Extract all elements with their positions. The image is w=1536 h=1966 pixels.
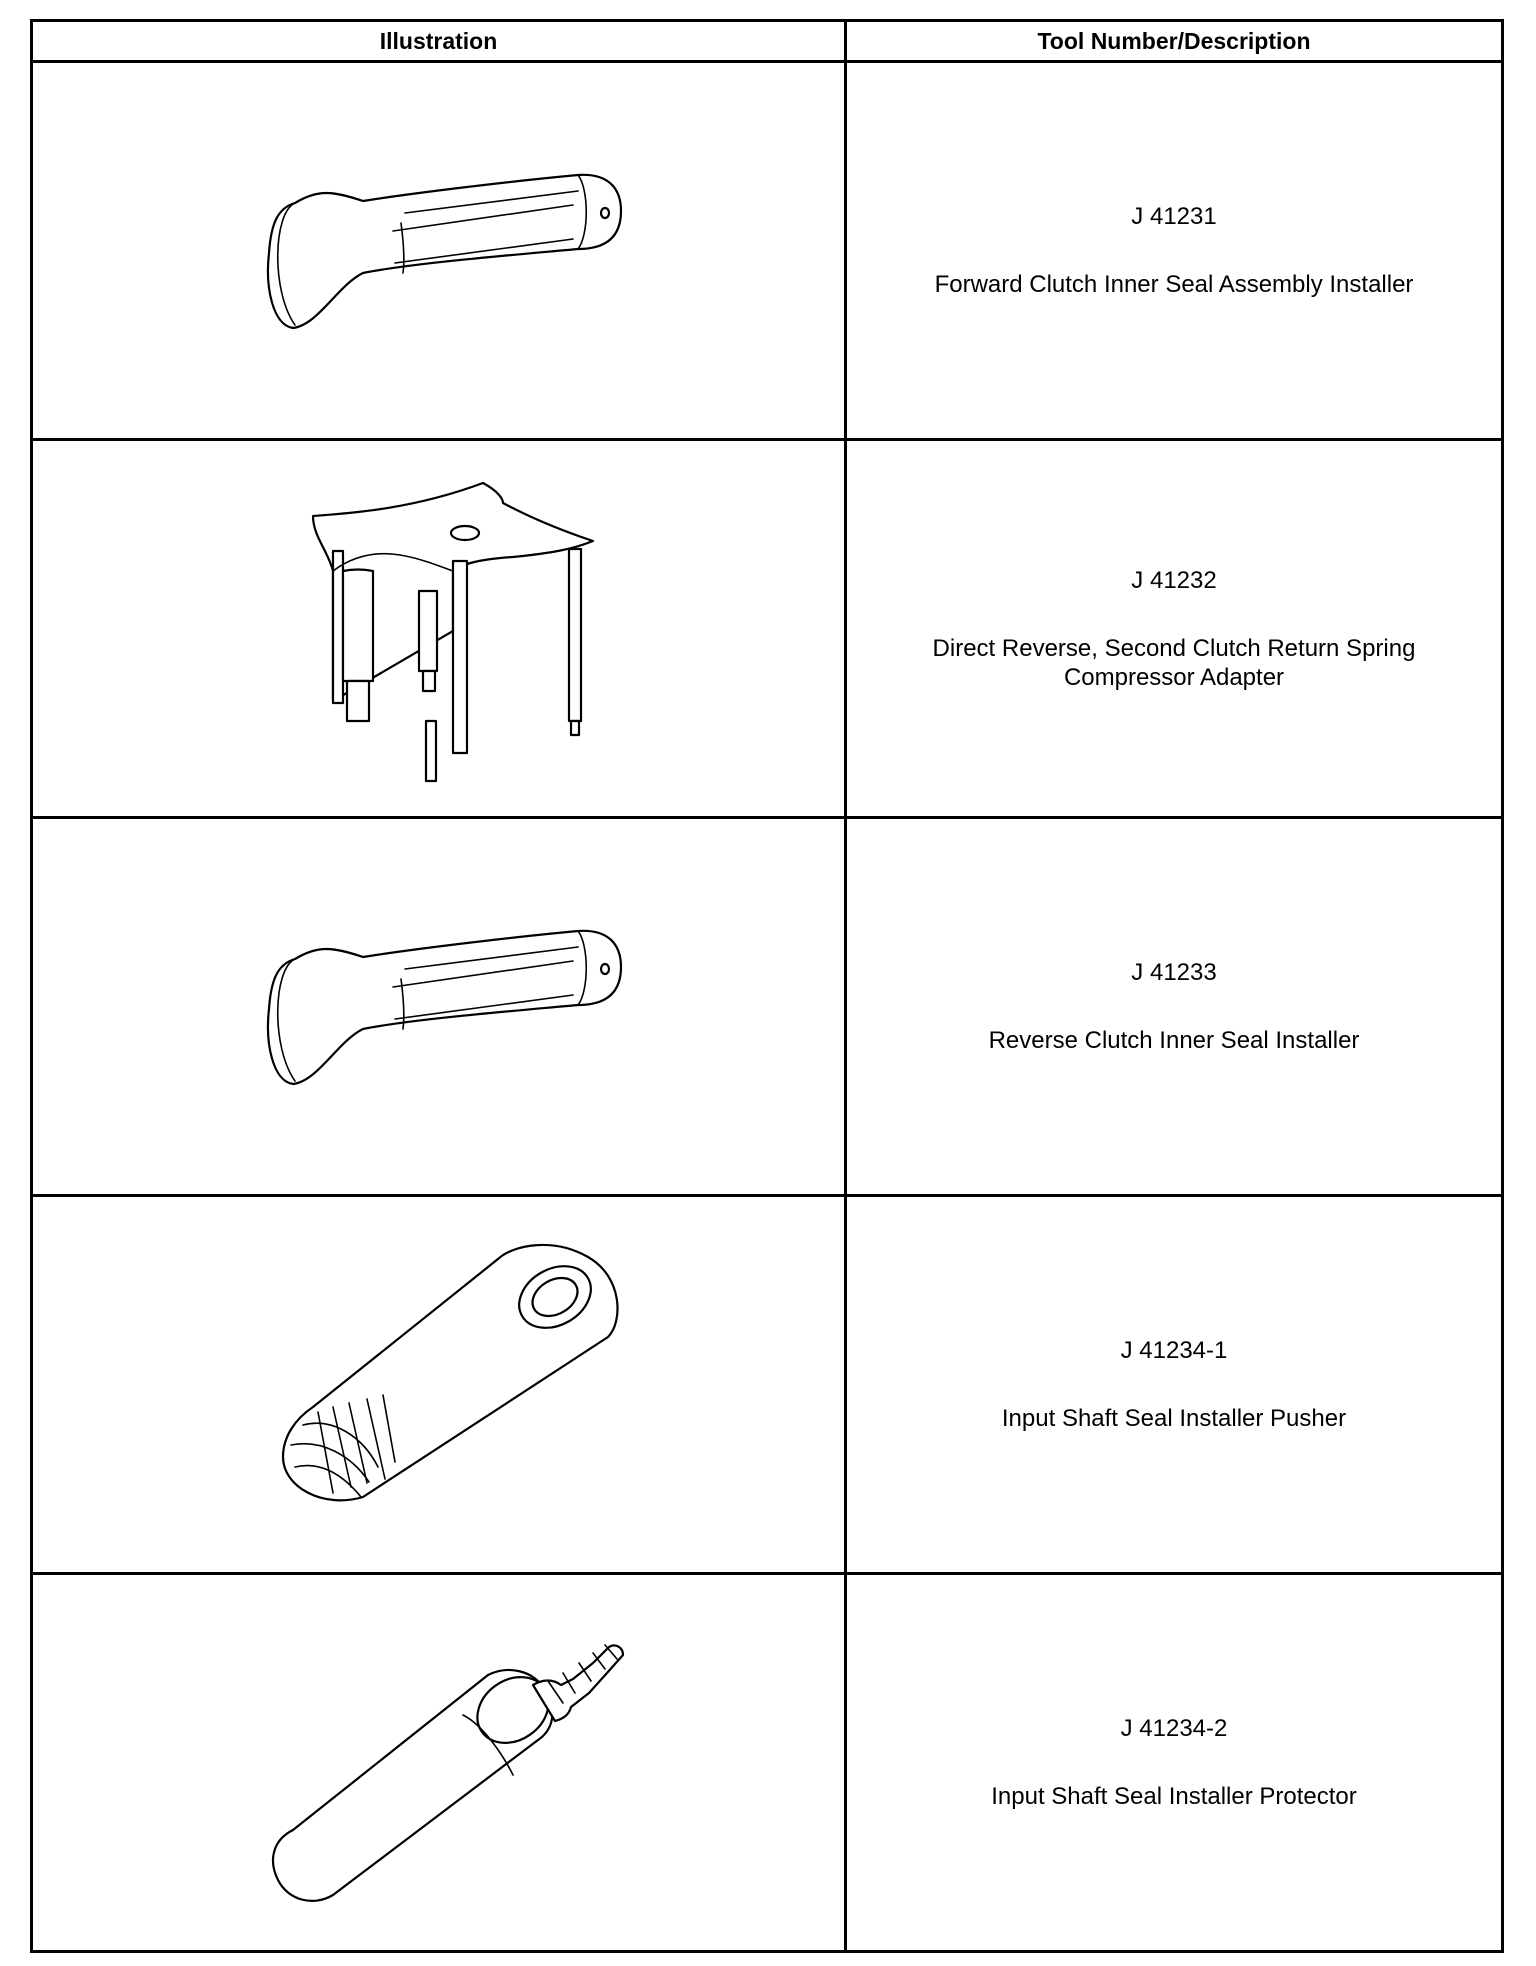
seal-installer-handle-icon	[33, 819, 838, 1194]
illustration-cell	[32, 1196, 846, 1574]
illustration-column-header: Illustration	[32, 21, 846, 62]
tool-number: J 41231	[1131, 203, 1217, 230]
seal-installer-protector-icon	[33, 1575, 838, 1950]
tool-description: Direct Reverse, Second Clutch Return Spring Compressor Adapter	[932, 634, 1416, 691]
spring-compressor-adapter-icon	[33, 441, 838, 816]
seal-installer-handle-icon	[33, 63, 838, 438]
illustration-cell	[32, 440, 846, 818]
tool-number: J 41233	[1131, 959, 1217, 986]
special-tools-table	[30, 19, 1504, 1953]
seal-installer-pusher-icon	[33, 1197, 838, 1572]
table-row	[32, 818, 1503, 1196]
description-cell	[846, 818, 1503, 1196]
illustration-cell	[32, 62, 846, 440]
description-cell	[846, 62, 1503, 440]
illustration-cell	[32, 818, 846, 1196]
illustration-cell	[32, 1574, 846, 1952]
table-row	[32, 1196, 1503, 1574]
tool-description: Input Shaft Seal Installer Protector	[991, 1783, 1357, 1810]
table-row	[32, 1574, 1503, 1952]
description-cell	[846, 440, 1503, 818]
description-cell	[846, 1574, 1503, 1952]
tool-number: J 41234-2	[1120, 1715, 1228, 1742]
table-row	[32, 440, 1503, 818]
description-column-header: Tool Number/Description	[846, 21, 1503, 62]
description-cell	[846, 1196, 1503, 1574]
tool-description: Input Shaft Seal Installer Pusher	[1001, 1405, 1347, 1432]
table-row	[32, 62, 1503, 440]
tool-description: Forward Clutch Inner Seal Assembly Installer	[934, 271, 1414, 298]
tool-description: Reverse Clutch Inner Seal Installer	[988, 1027, 1360, 1054]
tool-number: J 41232	[1131, 566, 1217, 594]
table-header-row	[32, 21, 1503, 62]
tool-number: J 41234-1	[1120, 1337, 1228, 1364]
